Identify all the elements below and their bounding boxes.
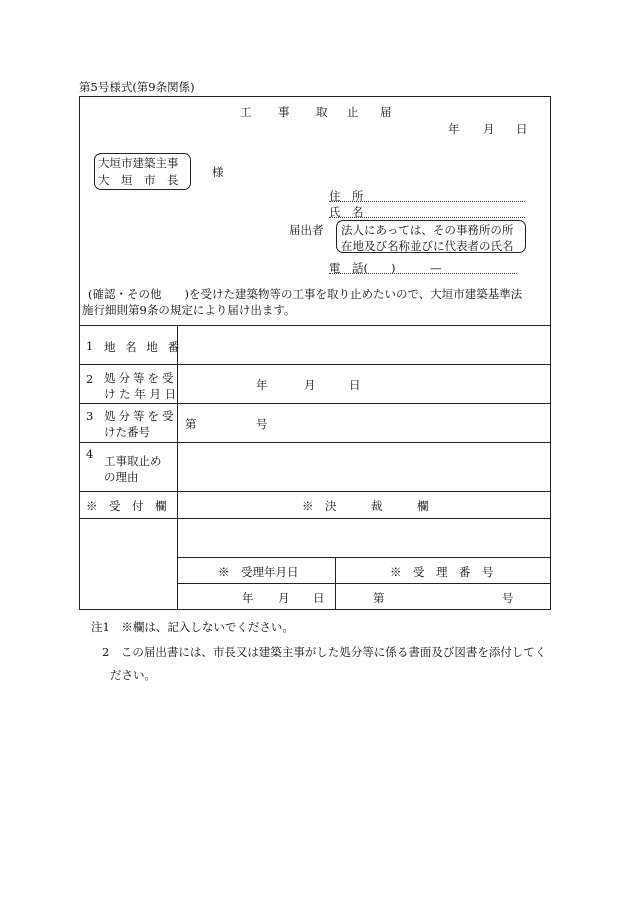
received-date-header: ※ 受理年月日 bbox=[218, 565, 299, 579]
label-column-line bbox=[177, 325, 178, 610]
phone-line bbox=[329, 273, 517, 274]
table-top-line bbox=[79, 325, 551, 326]
date-year: 年 bbox=[448, 122, 460, 136]
addressee-line2: 大 垣 市 長 bbox=[98, 173, 179, 187]
addressee-line1: 大垣市建築主事 bbox=[98, 156, 179, 170]
body-text-line2: 施行細則第9条の規定により届け出ます。 bbox=[82, 303, 296, 317]
row4-label-line1: 工事取止め bbox=[104, 454, 162, 468]
row1-label: 地 名 地 番 bbox=[104, 340, 182, 354]
row3-suffix: 号 bbox=[256, 417, 268, 431]
row2-label-line2: け た 年 月 日 bbox=[104, 387, 177, 401]
name-label: 氏 名 bbox=[329, 205, 364, 219]
form-number-label: 第5号様式(第9条関係) bbox=[79, 80, 195, 94]
row3-label-line1: 処分等を受 bbox=[104, 409, 177, 423]
date-month: 月 bbox=[483, 122, 495, 136]
row2-label-line1: 処分等を受 bbox=[104, 371, 177, 385]
office-column-line bbox=[335, 557, 336, 610]
row-divider-5 bbox=[79, 518, 551, 519]
row-divider-2 bbox=[79, 403, 551, 404]
row3-prefix: 第 bbox=[185, 417, 197, 431]
received-year: 年 bbox=[242, 591, 254, 605]
row3-label-line2: けた番号 bbox=[104, 425, 150, 439]
address-line bbox=[329, 201, 525, 202]
corporate-note-line2: 在地及び名称並びに代表者の氏名 bbox=[341, 239, 514, 253]
decision-column-header: ※ 決 裁 欄 bbox=[302, 499, 429, 513]
applicant-label: 届出者 bbox=[289, 223, 324, 237]
row4-label-line2: の理由 bbox=[104, 470, 139, 484]
reception-column-header: ※ 受 付 欄 bbox=[86, 499, 167, 513]
corporate-note-line1: 法人にあっては、その事務所の所 bbox=[341, 223, 514, 237]
phone-label: 電 話( ) — bbox=[329, 261, 442, 275]
title-char-5: 届 bbox=[380, 105, 392, 119]
title-char-4: 止 bbox=[347, 105, 359, 119]
note-1: 注1 ※欄は、記入しないでください。 bbox=[91, 620, 294, 634]
title-char-1: 工 bbox=[240, 105, 252, 119]
received-number-suffix: 号 bbox=[502, 591, 514, 605]
row3-number: 3 bbox=[86, 409, 94, 423]
row4-number: 4 bbox=[86, 447, 94, 461]
received-number-header: ※ 受 理 番 号 bbox=[390, 565, 494, 579]
address-label: 住 所 bbox=[329, 189, 364, 203]
row-divider-1 bbox=[79, 364, 551, 365]
addressee-honorific: 様 bbox=[212, 165, 224, 179]
row2-month: 月 bbox=[304, 378, 316, 392]
row2-day: 日 bbox=[349, 378, 361, 392]
row-divider-7 bbox=[177, 583, 551, 584]
received-number-prefix: 第 bbox=[373, 591, 385, 605]
row1-number: 1 bbox=[86, 339, 94, 353]
note-2-line1: 2 この届出書には、市長又は建築主事がした処分等に係る書面及び図書を添付してく bbox=[102, 645, 547, 659]
row2-year: 年 bbox=[256, 378, 268, 392]
note-2-line2: ださい。 bbox=[110, 668, 156, 682]
row-divider-6 bbox=[177, 557, 551, 558]
name-line bbox=[329, 217, 525, 218]
title-char-2: 事 bbox=[278, 105, 290, 119]
row2-number: 2 bbox=[86, 372, 94, 386]
date-day: 日 bbox=[516, 122, 528, 136]
row-divider-4 bbox=[79, 491, 551, 492]
body-text-line1: (確認・その他 )を受けた建築物等の工事を取り止めたいので、大垣市建築基準法 bbox=[88, 287, 523, 301]
received-month: 月 bbox=[278, 591, 290, 605]
title-char-3: 取 bbox=[316, 105, 328, 119]
received-day: 日 bbox=[313, 591, 325, 605]
row-divider-3 bbox=[79, 442, 551, 443]
